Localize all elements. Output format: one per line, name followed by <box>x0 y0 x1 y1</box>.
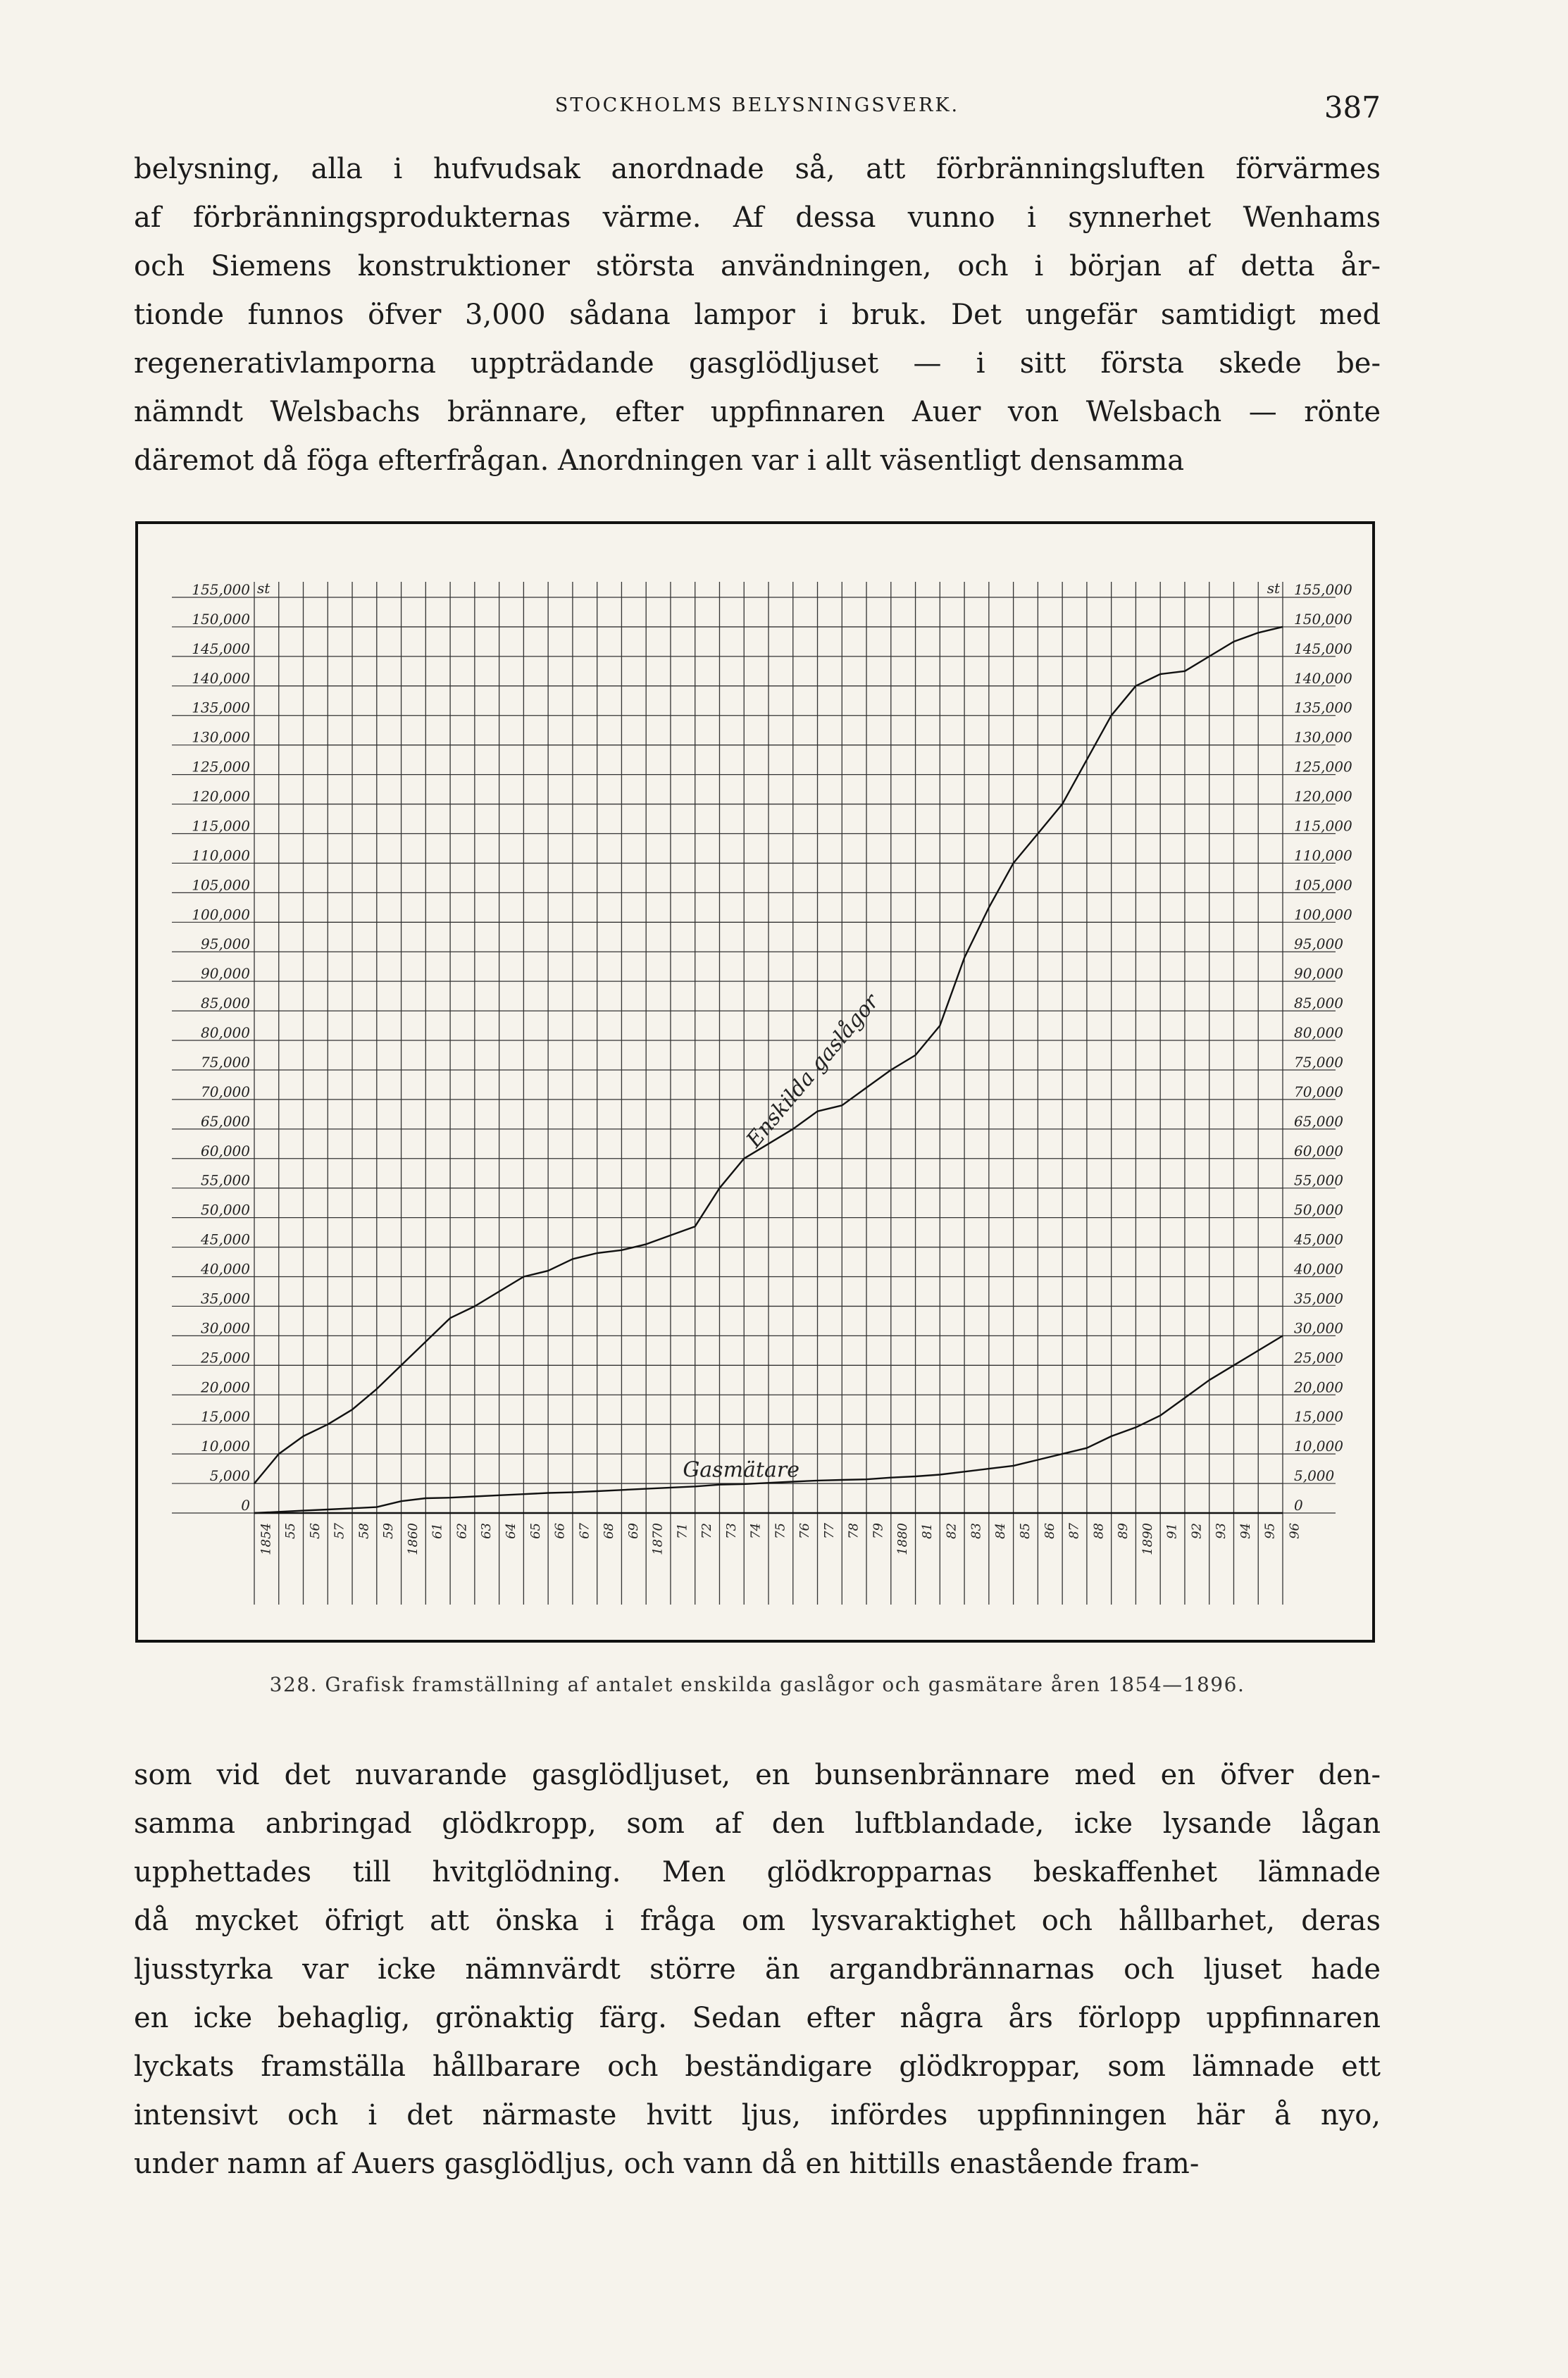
y-tick-label-left: 35,000 <box>201 1290 250 1307</box>
y-tick-label-right: 135,000 <box>1294 699 1352 716</box>
text-line: en icke behaglig, grönaktig färg. Sedan efter några års förlopp uppfinnaren <box>134 2002 1381 2034</box>
x-tick-label: 83 <box>969 1523 984 1539</box>
x-tick-label: 91 <box>1164 1523 1180 1539</box>
y-tick-label-left: 40,000 <box>201 1260 250 1278</box>
y-tick-label-right: 25,000 <box>1294 1349 1343 1367</box>
x-tick-label: 74 <box>748 1523 764 1539</box>
y-tick-label-left: 85,000 <box>201 995 250 1012</box>
y-tick-label-right: 0 <box>1294 1497 1303 1514</box>
y-tick-label-left: 100,000 <box>192 906 250 923</box>
paragraph-top <box>134 145 1381 485</box>
y-tick-label-left: 145,000 <box>192 640 250 657</box>
y-tick-label-left: 105,000 <box>192 876 250 894</box>
y-tick-label-right: 30,000 <box>1294 1319 1343 1337</box>
text-line: nämndt Welsbachs brännare, efter uppfinnaren Auer von Welsbach — rönte <box>134 396 1381 428</box>
x-tick-label: 81 <box>919 1523 935 1539</box>
x-tick-label: 1880 <box>895 1523 911 1555</box>
series-label-gasmatare: Gasmätare <box>683 1457 799 1483</box>
series-label-enskilda: Enskilda gaslågor <box>741 989 884 1152</box>
y-tick-label-right: 70,000 <box>1294 1083 1343 1100</box>
y-tick-label-left: 95,000 <box>201 935 250 953</box>
x-tick-label: 59 <box>381 1523 397 1539</box>
x-tick-label: 77 <box>821 1523 837 1539</box>
y-tick-label-left: 115,000 <box>192 817 250 835</box>
y-tick-label-right: 110,000 <box>1294 847 1352 864</box>
chart-frame <box>135 521 1375 1643</box>
x-tick-label: 66 <box>552 1523 568 1539</box>
y-tick-label-right: 40,000 <box>1294 1260 1343 1278</box>
y-tick-label-right: 150,000 <box>1294 610 1352 628</box>
y-tick-label-right: 10,000 <box>1294 1438 1343 1455</box>
y-tick-label-right: 65,000 <box>1294 1112 1343 1130</box>
text-line: regenerativlamporna uppträdande gasglödljuset — i sitt första skede be- <box>134 347 1381 380</box>
paragraph-bottom <box>134 1751 1381 2189</box>
y-tick-label-left: 10,000 <box>201 1438 250 1455</box>
y-tick-label-left: 70,000 <box>201 1083 250 1100</box>
x-tick-label: 1860 <box>405 1523 421 1555</box>
x-tick-label: 79 <box>871 1523 886 1539</box>
y-tick-label-right: 15,000 <box>1294 1408 1343 1426</box>
text-line: tionde funnos öfver 3,000 sådana lampor i bruk. Det ungefär samtidigt med <box>134 299 1381 331</box>
y-tick-label-left: 125,000 <box>192 758 250 776</box>
y-tick-label-right: 90,000 <box>1294 965 1343 983</box>
y-tick-label-left: 15,000 <box>201 1408 250 1426</box>
x-tick-label: 65 <box>528 1523 543 1539</box>
y-tick-label-left: 45,000 <box>201 1231 250 1248</box>
x-tick-label: 68 <box>602 1523 617 1539</box>
text-line: då mycket öfrigt att önska i fråga om lysvaraktighet och hållbarhet, deras <box>134 1905 1381 1937</box>
text-line: intensivt och i det närmaste hvitt ljus, infördes uppfinningen här å nyo, <box>134 2099 1381 2131</box>
y-tick-label-left: 0 <box>241 1497 250 1514</box>
y-tick-label-left: 25,000 <box>201 1349 250 1367</box>
x-tick-label: 1890 <box>1140 1523 1155 1555</box>
x-tick-label: 76 <box>797 1523 813 1539</box>
y-tick-label-right: 130,000 <box>1294 728 1352 746</box>
y-tick-label-right: 35,000 <box>1294 1290 1343 1307</box>
unit-label-right: st <box>1267 580 1280 597</box>
x-tick-label: 58 <box>356 1523 372 1539</box>
x-tick-label: 84 <box>993 1523 1009 1539</box>
x-tick-label: 73 <box>723 1523 739 1539</box>
y-tick-label-right: 155,000 <box>1294 581 1352 598</box>
page-header <box>134 90 1381 132</box>
y-tick-label-right: 75,000 <box>1294 1053 1343 1071</box>
x-tick-label: 56 <box>307 1523 323 1539</box>
y-tick-label-right: 55,000 <box>1294 1171 1343 1189</box>
x-tick-label: 75 <box>773 1523 788 1539</box>
y-tick-label-left: 55,000 <box>201 1171 250 1189</box>
y-tick-label-right: 145,000 <box>1294 640 1352 657</box>
x-tick-label: 61 <box>430 1523 445 1539</box>
x-tick-label: 85 <box>1018 1523 1033 1539</box>
x-tick-label: 1854 <box>259 1523 274 1555</box>
y-tick-label-left: 75,000 <box>201 1053 250 1071</box>
y-tick-label-left: 50,000 <box>201 1201 250 1219</box>
text-line: upphettades till hvitglödning. Men glödkropparnas beskaffenhet lämnade <box>134 1856 1381 1888</box>
x-tick-label: 1870 <box>650 1523 666 1555</box>
y-tick-label-left: 20,000 <box>201 1378 250 1396</box>
y-tick-label-right: 115,000 <box>1294 817 1352 835</box>
y-tick-label-right: 95,000 <box>1294 935 1343 953</box>
text-line: under namn af Auers gasglödljus, och vann då en hittills enastående fram- <box>134 2148 1200 2180</box>
y-tick-label-left: 150,000 <box>192 610 250 628</box>
text-line: som vid det nuvarande gasglödljuset, en bunsenbrännare med en öfver den- <box>134 1759 1381 1791</box>
text-line: lyckats framställa hållbarare och beständigare glödkroppar, som lämnade ett <box>134 2050 1381 2083</box>
y-tick-label-left: 90,000 <box>201 965 250 983</box>
y-tick-label-left: 60,000 <box>201 1142 250 1159</box>
y-tick-label-right: 60,000 <box>1294 1142 1343 1159</box>
y-tick-label-left: 110,000 <box>192 847 250 864</box>
y-tick-label-right: 125,000 <box>1294 758 1352 776</box>
x-tick-label: 82 <box>944 1523 959 1539</box>
y-tick-label-left: 80,000 <box>201 1024 250 1042</box>
text-line: ljusstyrka var icke nämnvärdt större än argandbrännarnas och ljuset hade <box>134 1953 1381 1986</box>
y-tick-label-right: 105,000 <box>1294 876 1352 894</box>
y-tick-label-right: 140,000 <box>1294 669 1352 687</box>
x-tick-label: 55 <box>283 1523 299 1539</box>
y-axis-right <box>1267 580 1352 1514</box>
page-number: 387 <box>1324 90 1381 125</box>
x-tick-label: 71 <box>675 1523 690 1539</box>
x-tick-label: 96 <box>1287 1523 1302 1539</box>
text-line: af förbränningsprodukternas värme. Af dessa vunno i synnerhet Wenhams <box>134 201 1381 234</box>
text-line: belysning, alla i hufvudsak anordnade så, att förbränningsluften förvärmes <box>134 153 1381 185</box>
y-tick-label-right: 100,000 <box>1294 906 1352 923</box>
y-tick-label-right: 50,000 <box>1294 1201 1343 1219</box>
x-tick-label: 64 <box>504 1523 518 1539</box>
x-axis <box>259 1522 1302 1555</box>
chart-grid <box>254 582 1283 1605</box>
x-tick-label: 93 <box>1214 1523 1229 1539</box>
y-tick-label-left: 135,000 <box>192 699 250 716</box>
y-tick-label-left: 140,000 <box>192 669 250 687</box>
x-tick-label: 88 <box>1091 1523 1107 1539</box>
x-tick-label: 95 <box>1262 1523 1278 1539</box>
y-axis-left <box>172 580 270 1514</box>
y-tick-label-right: 45,000 <box>1294 1231 1343 1248</box>
running-head: STOCKHOLMS BELYSNINGSVERK. <box>554 94 960 116</box>
y-tick-label-left: 65,000 <box>201 1112 250 1130</box>
gas-chart <box>138 524 1372 1640</box>
x-tick-label: 87 <box>1066 1523 1082 1539</box>
x-tick-label: 89 <box>1116 1523 1131 1539</box>
y-tick-label-left: 30,000 <box>201 1319 250 1337</box>
y-tick-label-right: 5,000 <box>1294 1467 1335 1485</box>
x-tick-label: 92 <box>1189 1523 1205 1539</box>
x-tick-label: 72 <box>699 1523 715 1539</box>
text-line: och Siemens konstruktioner största användningen, och i början af detta år- <box>134 250 1381 282</box>
x-tick-label: 69 <box>626 1523 641 1539</box>
y-tick-label-right: 20,000 <box>1294 1378 1343 1396</box>
x-tick-label: 67 <box>577 1523 592 1539</box>
x-tick-label: 63 <box>479 1523 494 1539</box>
x-tick-label: 62 <box>454 1523 470 1539</box>
x-tick-label: 86 <box>1042 1523 1057 1539</box>
x-tick-label: 78 <box>846 1523 861 1539</box>
x-tick-label: 94 <box>1238 1523 1253 1539</box>
y-tick-label-left: 5,000 <box>209 1467 250 1485</box>
text-line: däremot då föga efterfrågan. Anordningen var i allt väsentligt densamma <box>134 444 1185 477</box>
figure-caption: 328. Grafisk framställning af antalet enskilda gaslågor och gasmätare åren 1854—1896. <box>269 1673 1245 1696</box>
y-tick-label-right: 80,000 <box>1294 1024 1343 1042</box>
text-line: samma anbringad glödkropp, som af den luftblandade, icke lysande lågan <box>134 1807 1381 1840</box>
y-tick-label-left: 120,000 <box>192 788 250 805</box>
unit-label-left: st <box>257 580 270 597</box>
y-tick-label-right: 85,000 <box>1294 995 1343 1012</box>
y-tick-label-right: 120,000 <box>1294 788 1352 805</box>
y-tick-label-left: 130,000 <box>192 728 250 746</box>
x-tick-label: 57 <box>332 1523 347 1539</box>
y-tick-label-left: 155,000 <box>192 581 250 598</box>
